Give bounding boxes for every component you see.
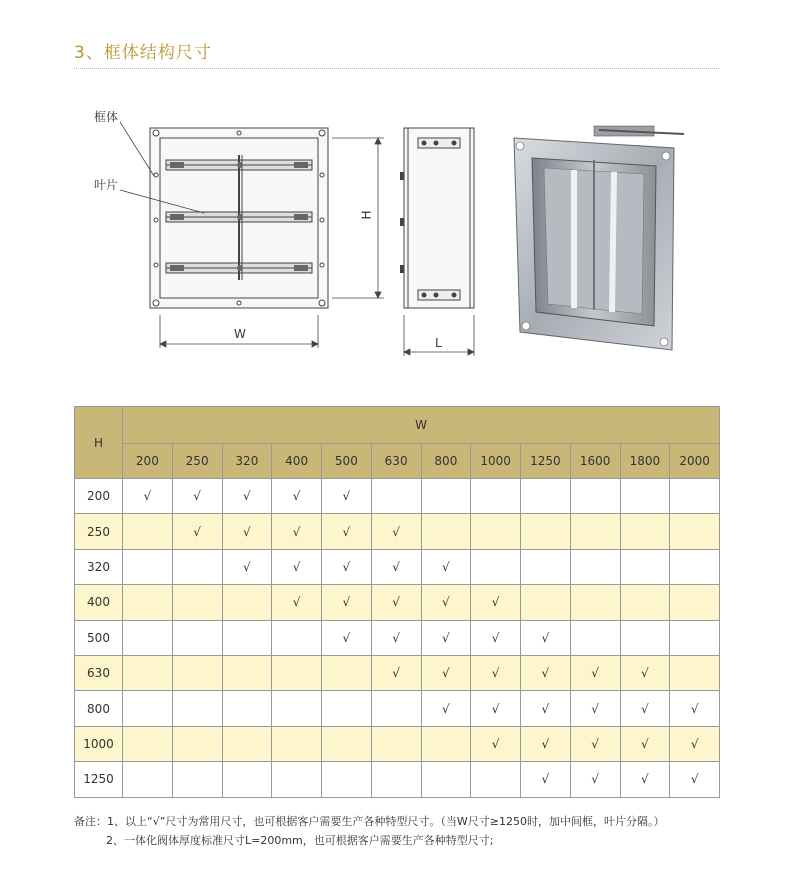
availability-cell: [371, 762, 421, 797]
availability-cell: [421, 762, 471, 797]
availability-cell: √: [371, 585, 421, 620]
availability-cell: [471, 549, 521, 584]
availability-cell: √: [670, 691, 720, 726]
h-value-cell: 800: [75, 691, 123, 726]
availability-cell: [123, 726, 173, 761]
w-value-header: 400: [272, 444, 322, 479]
h-value-cell: 630: [75, 655, 123, 690]
title-divider: [74, 68, 719, 69]
availability-cell: √: [322, 514, 372, 549]
w-value-header: 630: [371, 444, 421, 479]
availability-cell: √: [322, 620, 372, 655]
availability-cell: √: [222, 549, 272, 584]
availability-cell: [421, 514, 471, 549]
availability-cell: [421, 479, 471, 514]
availability-cell: [172, 549, 222, 584]
availability-cell: √: [322, 549, 372, 584]
availability-cell: √: [521, 726, 571, 761]
availability-cell: [222, 762, 272, 797]
availability-cell: [471, 514, 521, 549]
table-row: [75, 479, 720, 514]
availability-cell: √: [172, 479, 222, 514]
availability-cell: [670, 655, 720, 690]
availability-cell: [521, 514, 571, 549]
note-line-2: 2、一体化阀体厚度标准尺寸L=200mm，也可根据客户需要生产各种特型尺寸;: [106, 834, 494, 847]
table-row: [75, 655, 720, 690]
availability-cell: [272, 620, 322, 655]
availability-cell: [172, 762, 222, 797]
side-view: [400, 128, 474, 308]
availability-cell: [222, 655, 272, 690]
h-value-cell: 1250: [75, 762, 123, 797]
availability-cell: [222, 620, 272, 655]
availability-cell: √: [421, 691, 471, 726]
availability-cell: [272, 691, 322, 726]
w-value-header: 200: [123, 444, 173, 479]
availability-cell: √: [222, 514, 272, 549]
availability-cell: [123, 514, 173, 549]
damper-drawing-svg: [74, 100, 719, 360]
availability-cell: √: [421, 620, 471, 655]
availability-cell: [272, 726, 322, 761]
availability-cell: [570, 585, 620, 620]
availability-cell: √: [272, 514, 322, 549]
front-view: [150, 128, 328, 308]
table-row: [75, 762, 720, 797]
availability-cell: [620, 479, 670, 514]
frame-structure-drawing: [74, 100, 719, 364]
w-value-header: 500: [322, 444, 372, 479]
availability-cell: [222, 691, 272, 726]
availability-cell: [620, 585, 670, 620]
availability-cell: √: [471, 585, 521, 620]
availability-cell: √: [521, 691, 571, 726]
table-row: [75, 585, 720, 620]
availability-cell: [172, 691, 222, 726]
table-row: [75, 691, 720, 726]
availability-cell: √: [123, 479, 173, 514]
availability-cell: [521, 585, 571, 620]
availability-cell: √: [620, 726, 670, 761]
availability-cell: [371, 479, 421, 514]
h-value-cell: 320: [75, 549, 123, 584]
availability-cell: [421, 726, 471, 761]
availability-cell: [670, 585, 720, 620]
h-column-header: H: [75, 407, 123, 479]
availability-cell: [471, 762, 521, 797]
table-row: [75, 549, 720, 584]
availability-cell: [172, 585, 222, 620]
availability-cell: √: [471, 726, 521, 761]
availability-cell: [322, 691, 372, 726]
availability-cell: √: [172, 514, 222, 549]
availability-cell: [123, 620, 173, 655]
h-value-cell: 400: [75, 585, 123, 620]
availability-cell: [322, 655, 372, 690]
availability-cell: [670, 549, 720, 584]
availability-cell: √: [521, 620, 571, 655]
h-value-cell: 500: [75, 620, 123, 655]
availability-cell: [272, 655, 322, 690]
product-photo: [514, 126, 684, 350]
availability-cell: √: [471, 691, 521, 726]
availability-cell: [222, 585, 272, 620]
availability-cell: [371, 726, 421, 761]
availability-cell: [570, 479, 620, 514]
section-title: 3、框体结构尺寸: [74, 43, 212, 63]
availability-cell: √: [670, 726, 720, 761]
availability-cell: [670, 620, 720, 655]
availability-cell: √: [421, 655, 471, 690]
availability-cell: [123, 762, 173, 797]
availability-cell: [620, 549, 670, 584]
w-value-header: 320: [222, 444, 272, 479]
availability-cell: [570, 514, 620, 549]
size-availability-table: [74, 406, 720, 798]
availability-cell: √: [471, 655, 521, 690]
availability-cell: √: [222, 479, 272, 514]
availability-cell: √: [272, 479, 322, 514]
w-column-header: W: [123, 407, 720, 444]
availability-cell: [322, 726, 372, 761]
availability-cell: [123, 549, 173, 584]
availability-cell: [172, 620, 222, 655]
w-value-header: 1600: [570, 444, 620, 479]
availability-cell: √: [421, 585, 471, 620]
availability-cell: [172, 655, 222, 690]
availability-cell: [620, 620, 670, 655]
table-row: [75, 620, 720, 655]
availability-cell: [620, 514, 670, 549]
availability-cell: √: [570, 655, 620, 690]
notes: [74, 812, 665, 850]
availability-cell: [222, 726, 272, 761]
availability-cell: √: [471, 620, 521, 655]
availability-cell: [123, 585, 173, 620]
availability-cell: √: [272, 585, 322, 620]
availability-cell: √: [272, 549, 322, 584]
w-value-header: 2000: [670, 444, 720, 479]
h-value-cell: 200: [75, 479, 123, 514]
availability-cell: √: [371, 655, 421, 690]
table-row: [75, 726, 720, 761]
frame-label: 框体: [94, 110, 119, 124]
w-value-header: 1250: [521, 444, 571, 479]
table-row: [75, 514, 720, 549]
availability-cell: √: [322, 479, 372, 514]
availability-cell: √: [521, 762, 571, 797]
w-value-header: 1000: [471, 444, 521, 479]
availability-cell: [371, 691, 421, 726]
availability-cell: √: [371, 549, 421, 584]
blade-label: 叶片: [94, 178, 119, 192]
availability-cell: [670, 479, 720, 514]
availability-cell: √: [371, 620, 421, 655]
availability-cell: [322, 762, 372, 797]
availability-cell: √: [570, 691, 620, 726]
availability-cell: [123, 691, 173, 726]
availability-cell: [521, 479, 571, 514]
availability-cell: √: [670, 762, 720, 797]
availability-cell: √: [570, 726, 620, 761]
note-line-1: 备注：1、以上“√”尺寸为常用尺寸，也可根据客户需要生产各种特型尺寸。（当W尺寸≥1250时，加中间框，叶片分隔。）: [74, 815, 665, 828]
h-dimension: [332, 138, 384, 298]
availability-cell: √: [521, 655, 571, 690]
availability-cell: √: [620, 691, 670, 726]
availability-cell: [123, 655, 173, 690]
availability-cell: [521, 549, 571, 584]
availability-cell: [570, 549, 620, 584]
availability-cell: √: [570, 762, 620, 797]
availability-cell: √: [620, 762, 670, 797]
availability-cell: √: [322, 585, 372, 620]
l-dimension-label: L: [435, 336, 442, 350]
w-dimension-label: W: [234, 327, 246, 341]
w-value-header: 250: [172, 444, 222, 479]
w-value-header: 1800: [620, 444, 670, 479]
availability-cell: √: [371, 514, 421, 549]
availability-cell: √: [421, 549, 471, 584]
availability-cell: [272, 762, 322, 797]
availability-cell: [570, 620, 620, 655]
h-dimension-label: H: [359, 210, 374, 220]
h-value-cell: 1000: [75, 726, 123, 761]
availability-cell: [670, 514, 720, 549]
availability-cell: √: [620, 655, 670, 690]
availability-cell: [172, 726, 222, 761]
h-value-cell: 250: [75, 514, 123, 549]
availability-cell: [471, 479, 521, 514]
w-value-header: 800: [421, 444, 471, 479]
